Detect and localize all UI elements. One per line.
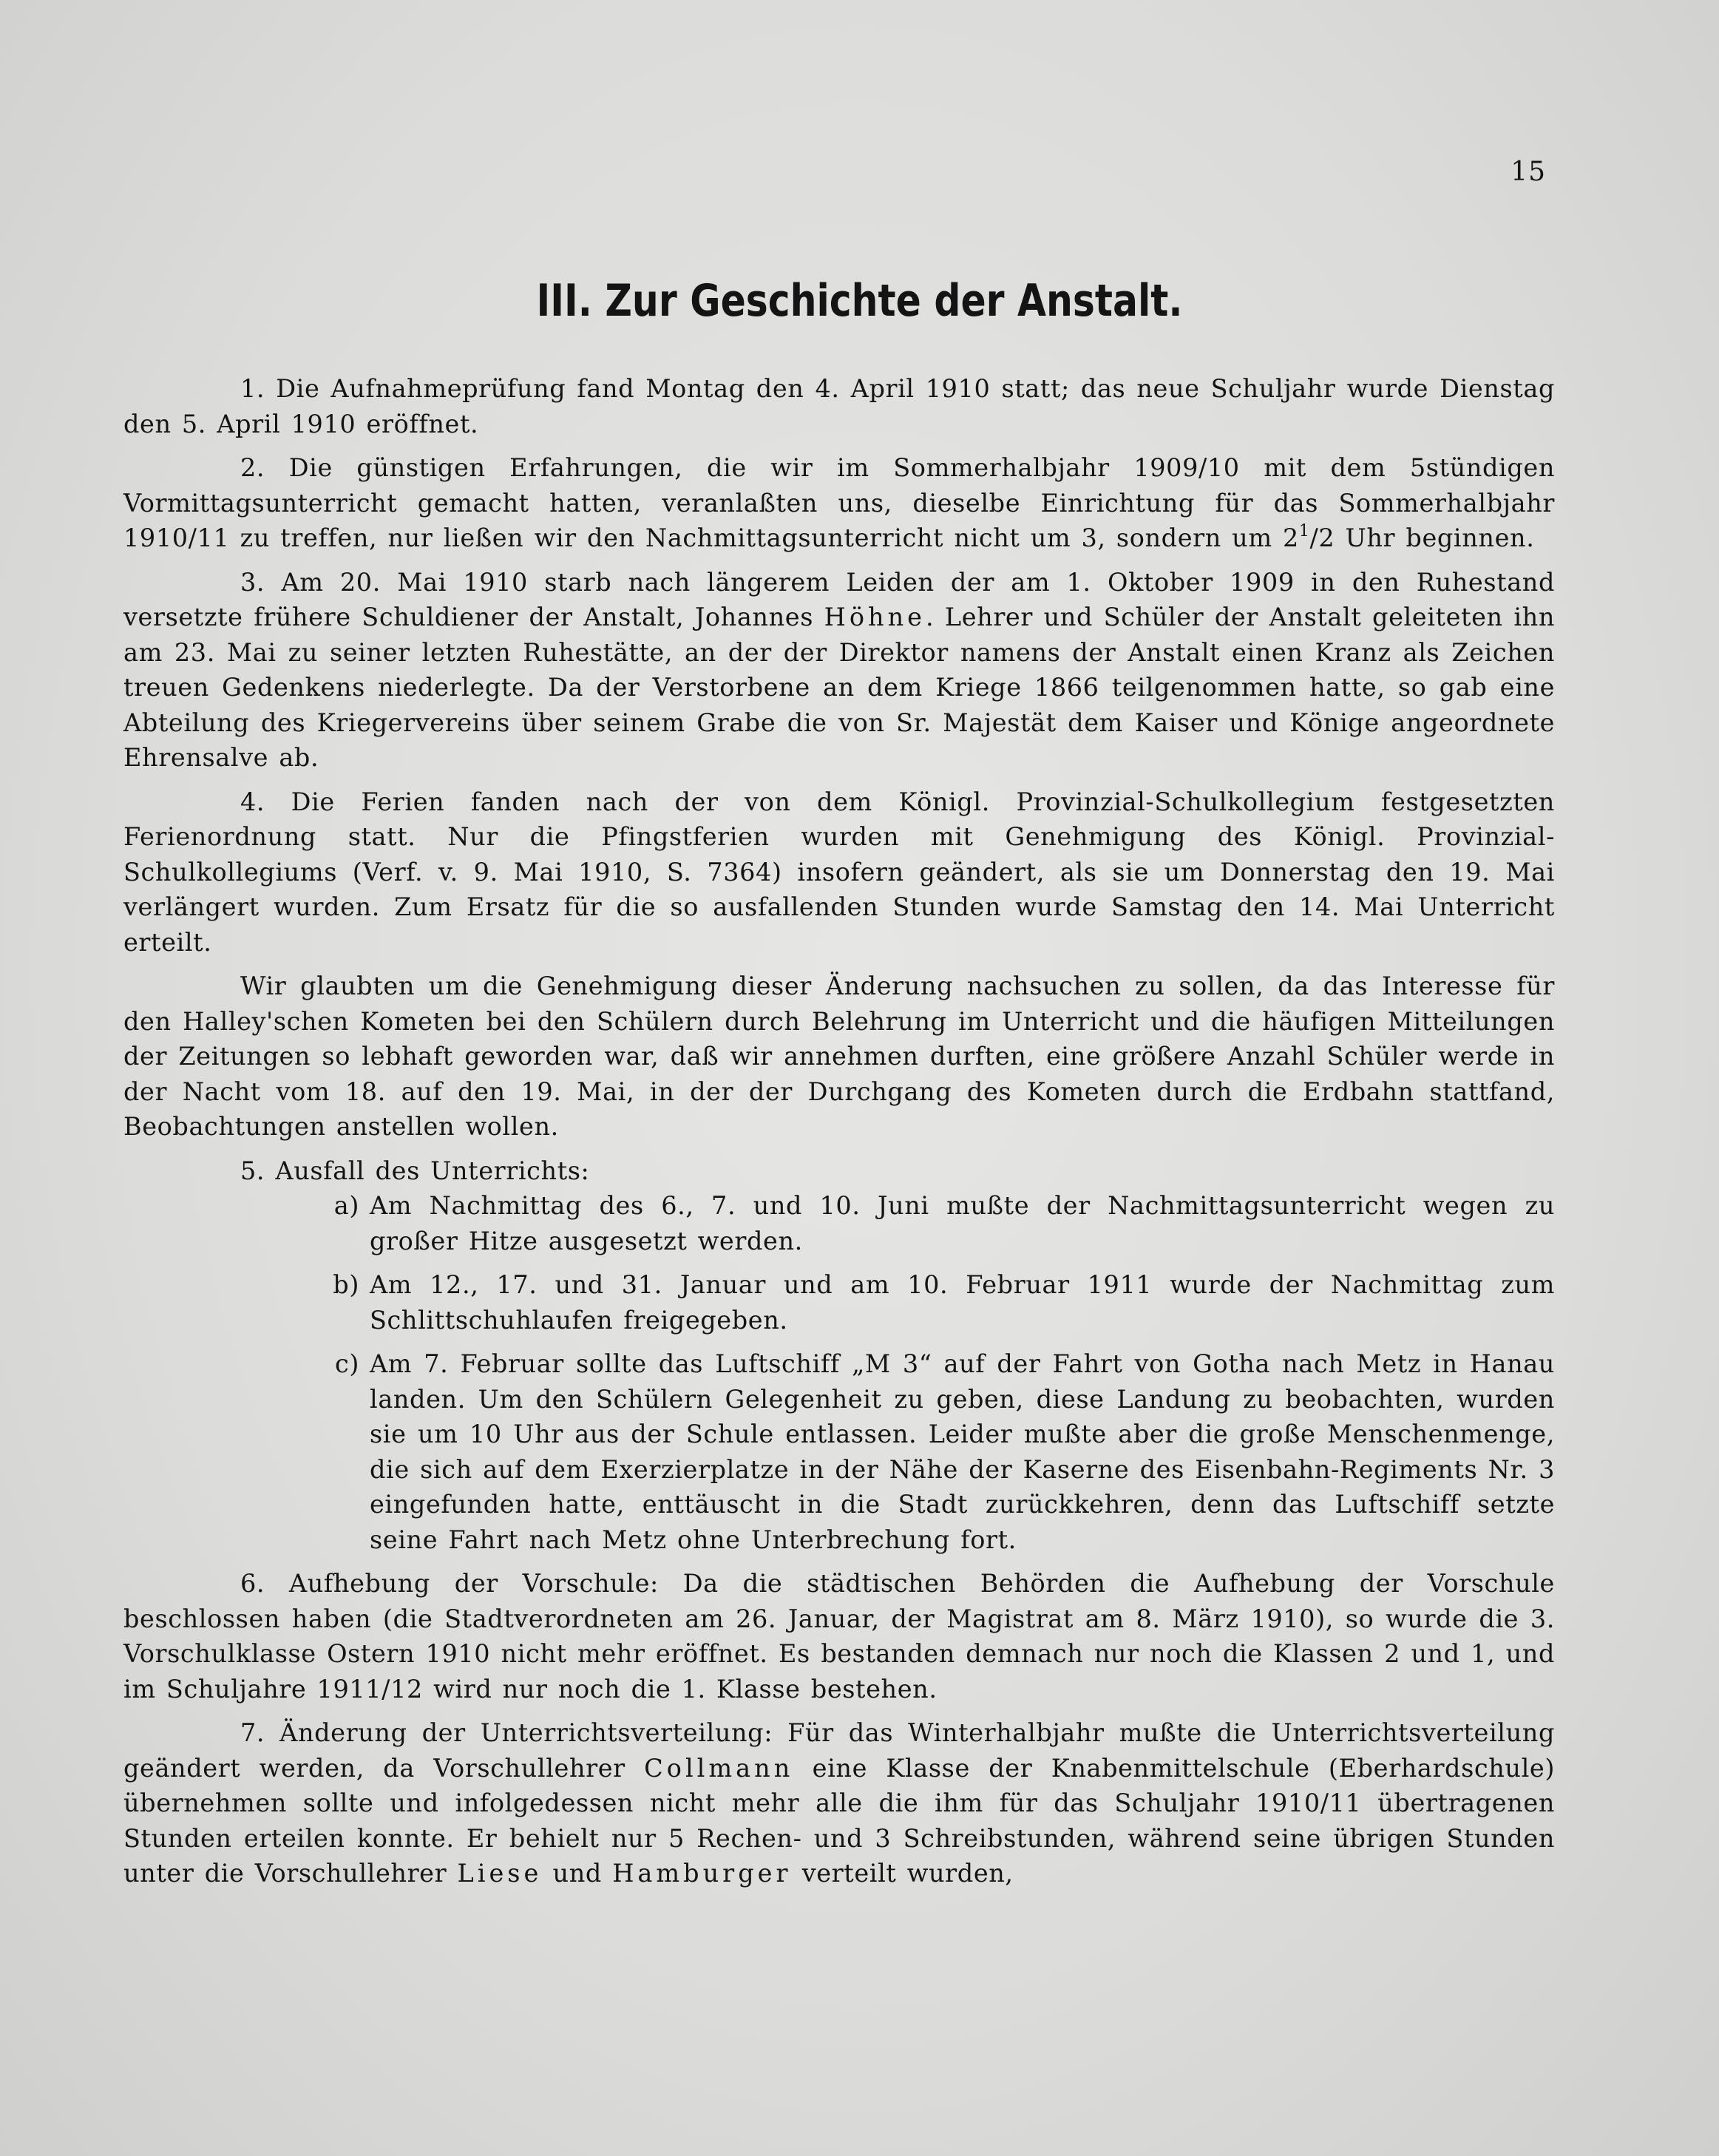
person-name: Collmann <box>644 1753 794 1783</box>
paragraph-3 <box>123 565 1555 776</box>
paragraph-3-text: 3. Am 20. Mai 1910 starb nach längerem Leiden der am 1. Oktober 1909 in den Ruhestand versetzte frühere Schuldiener der Anstalt, Johannes <box>123 567 1555 631</box>
body-text <box>123 371 1555 1891</box>
paragraph-2 <box>123 450 1555 556</box>
person-name: Liese <box>457 1859 543 1888</box>
list-item-text: Am 7. Februar sollte das Luftschiff „M 3“ auf der Fahrt von Gotha nach Metz in Hanau landen. Um den Schülern Gelegenheit zu geben, diese Landung zu beobachten, wurden sie um 10 Uhr aus der Schule entlassen. Leider mußte aber die große Menschenmenge, die sich auf dem Exerzierplatze in der Nähe der Kaserne des Eisenbahn-Regiments Nr. 3 eingefunden hatte, enttäuscht in die Stadt zurückkehren, denn das Luftschiff setzte seine Fahrt nach Metz ohne Unterbrechung fort. <box>370 1349 1555 1554</box>
paragraph-7-text-and: und <box>552 1859 602 1888</box>
list-item <box>123 1188 1555 1258</box>
paragraph-7-text-mid: eine Klasse der Knabenmittelschule (Eberhardschule) übernehmen sollte und infolgedessen nicht mehr alle die ihm für das Schuljahr 1910/11 übertragenen Stunden erteilen konnte. Er behielt nur 5 Rechen- und 3 Schreibstunden, während seine übrigen Stunden unter die Vorschullehrer <box>123 1753 1556 1888</box>
paragraph-4b: Wir glaubten um die Genehmigung dieser Änderung nachsuchen zu sollen, da das Interesse für den Halley'schen Kometen bei den Schülern durch Belehrung im Unterricht und die häufigen Mitteilungen der Zeitungen so lebhaft geworden war, daß wir annehmen durften, eine größere Anzahl Schüler werde in der Nacht vom 18. auf den 19. Mai, in der der Durchgang des Kometen durch die Erdbahn stattfand, Beobachtungen anstellen wollen. <box>123 972 1555 1141</box>
person-name: Höhne <box>824 603 926 631</box>
paragraph-4: 4. Die Ferien fanden nach der von dem Königl. Provinzial-Schulkollegium festgesetzten Ferienordnung statt. Nur die Pfingstferien wurden mit Genehmigung des Königl. Provinzial-Schulkollegiums (Verf. v. 9. Mai 1910, S. 7364) insofern geändert, als sie um Donnerstag den 19. Mai verlängert wurden. Zum Ersatz für die so ausfallenden Stunden wurde Samstag den 14. Mai Unterricht erteilt. <box>123 787 1555 957</box>
list-item-text: Am Nachmittag des 6., 7. und 10. Juni mußte der Nachmittagsunterricht wegen zu großer Hitze ausgesetzt werden. <box>370 1191 1555 1255</box>
paragraph-7-text: 7. Änderung der Unterrichtsverteilung: Für das Winterhalbjahr mußte die Unterrichtsverteilung geändert werden, da Vorschullehrer <box>123 1718 1555 1783</box>
paragraph-3-text-end: . Lehrer und Schüler der Anstalt geleiteten ihn am 23. Mai zu seiner letzten Ruhestätte, an der der Direktor namens der Anstalt einen Kranz als Zeichen treuen Gedenkens niederlegte. Da der Verstorbene an dem Kriege 1866 teilgenommen hatte, so gab eine Abteilung des Kriegervereins über seinem Grabe die von Sr. Majestät dem Kaiser und Könige angeordnete Ehrensalve ab. <box>123 603 1555 772</box>
list-marker: b) <box>333 1270 359 1299</box>
section-title: III. Zur Geschichte der Anstalt. <box>536 275 1183 327</box>
list-marker: c) <box>334 1349 359 1378</box>
paragraph-2-text-end: /2 Uhr beginnen. <box>1309 523 1535 552</box>
list-marker: a) <box>333 1191 359 1220</box>
paragraph-7 <box>123 1715 1555 1891</box>
paragraph-5-heading: 5. Ausfall des Unterrichts: <box>240 1156 590 1185</box>
list-item <box>123 1346 1555 1557</box>
paragraph-2-text: 2. Die günstigen Erfahrungen, die wir im Sommerhalbjahr 1909/10 mit dem 5stündigen Vormittagsunterricht gemacht hatten, veranlaßten uns, dieselbe Einrichtung für das Sommerhalbjahr 1910/11 zu treffen, nur ließen wir den Nachmittagsunterricht nicht um 3, sondern um 2 <box>123 453 1555 552</box>
person-name: Hamburger <box>612 1859 792 1888</box>
paragraph-1: 1. Die Aufnahmeprüfung fand Montag den 4. April 1910 statt; das neue Schuljahr wurde Dienstag den 5. April 1910 eröffnet. <box>123 374 1555 438</box>
cancellation-list <box>123 1188 1555 1557</box>
list-item-text: Am 12., 17. und 31. Januar und am 10. Februar 1911 wurde der Nachmittag zum Schlittschuhlaufen freigegeben. <box>370 1270 1555 1335</box>
fraction-superscript: 1 <box>1298 522 1310 540</box>
paragraph-6: 6. Aufhebung der Vorschule: Da die städtischen Behörden die Aufhebung der Vorschule beschlossen haben (die Stadtverordneten am 26. Januar, der Magistrat am 8. März 1910), so wurde die 3. Vorschulklasse Ostern 1910 nicht mehr eröffnet. Es bestanden demnach nur noch die Klassen 2 und 1, und im Schuljahre 1911/12 wird nur noch die 1. Klasse bestehen. <box>123 1569 1555 1704</box>
list-item <box>123 1267 1555 1338</box>
page-number: 15 <box>1511 157 1546 187</box>
paragraph-7-text-end: verteilt wurden, <box>801 1859 1014 1888</box>
